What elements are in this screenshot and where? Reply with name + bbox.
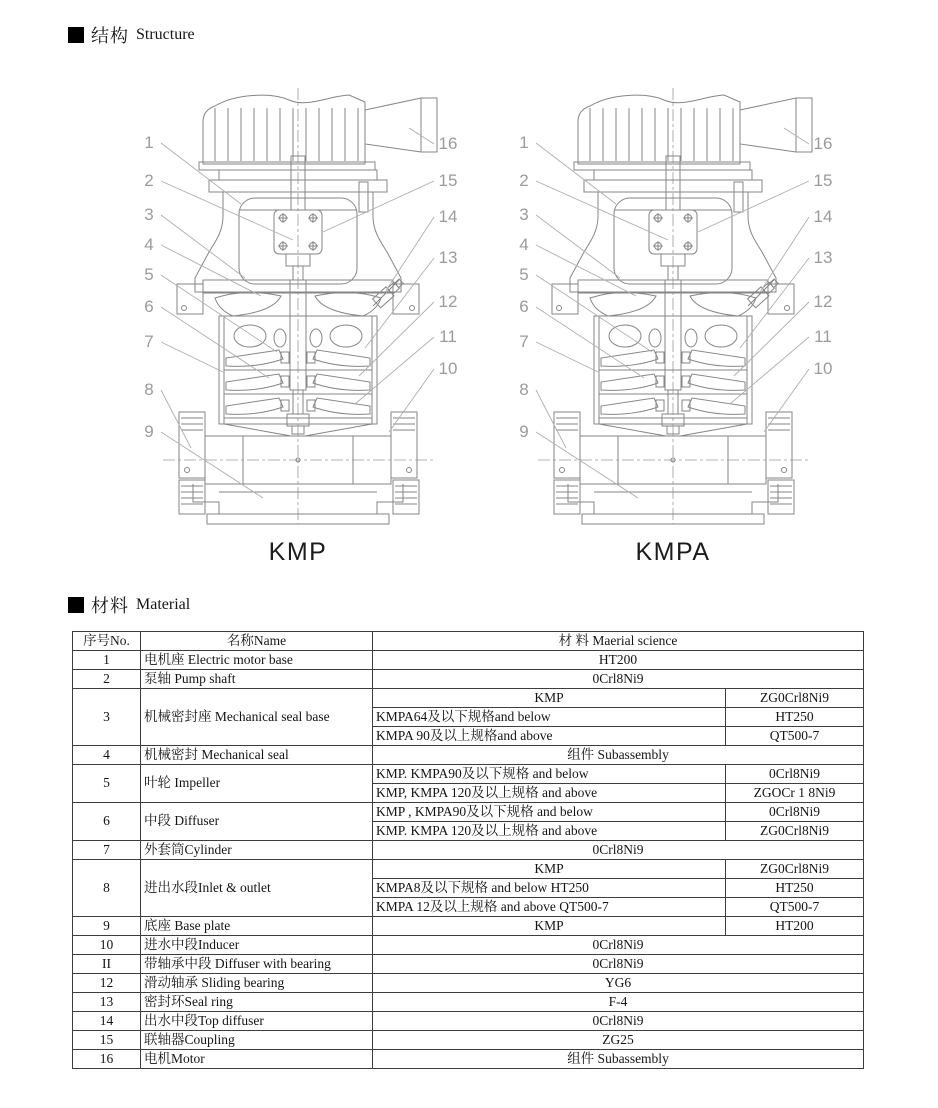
callout-number: 14 (813, 207, 833, 226)
callout-number: 7 (519, 332, 529, 351)
callout-number: 5 (144, 265, 154, 284)
table-row (73, 860, 864, 879)
material-value: HT200 (373, 651, 864, 670)
structure-title-en: Structure (136, 26, 195, 43)
row-name: 出水中段Top diffuser (141, 1012, 373, 1031)
material-value: 0Crl8Ni9 (373, 955, 864, 974)
callout-leader (760, 217, 809, 292)
row-no: 1 (73, 651, 141, 670)
callout-number: 13 (813, 248, 833, 267)
row-name: 带轴承中段 Diffuser with bearing (141, 955, 373, 974)
material-value: HT200 (726, 917, 864, 936)
callout-number: 11 (814, 327, 832, 346)
table-row (73, 670, 864, 689)
callout-leader (161, 143, 241, 204)
material-value: ZG0Crl8Ni9 (726, 689, 864, 708)
kmp-diagram (123, 82, 473, 567)
material-value: 0Crl8Ni9 (726, 765, 864, 784)
kmpa-caption: KMPA (635, 538, 711, 566)
material-value: QT500-7 (726, 898, 864, 917)
row-name: 外套筒Cylinder (141, 841, 373, 860)
callout-number: 1 (144, 133, 154, 152)
row-no: 2 (73, 670, 141, 689)
callout-leader (385, 217, 434, 292)
callout-number: 2 (519, 171, 529, 190)
material-section-header (68, 592, 190, 618)
callout-number: 3 (519, 205, 529, 224)
material-spec: KMPA8及以下规格 and below HT250 (373, 879, 726, 898)
callout-leader (161, 342, 223, 372)
callout-leader (359, 302, 434, 376)
row-name: 叶轮 Impeller (141, 765, 373, 803)
row-no: 6 (73, 803, 141, 841)
callout-leader (536, 390, 566, 448)
row-name: 密封环Seal ring (141, 993, 373, 1012)
material-table (72, 631, 864, 1069)
material-title-zh: 材料 (91, 596, 129, 616)
row-name: 滑动轴承 Sliding bearing (141, 974, 373, 993)
table-row (73, 1050, 864, 1069)
callout-number: 8 (144, 380, 154, 399)
material-value: 0Crl8Ni9 (373, 936, 864, 955)
pump-diagram-svg (498, 82, 848, 528)
callout-leader (536, 215, 620, 278)
material-value: 0Crl8Ni9 (373, 670, 864, 689)
material-value: ZG25 (373, 1031, 864, 1050)
callout-number: 7 (144, 332, 154, 351)
row-no: 3 (73, 689, 141, 746)
motor-fan-cover (574, 95, 812, 170)
callout-leader (161, 215, 245, 278)
material-value: 组件 Subassembly (373, 746, 864, 765)
callout-number: 12 (813, 292, 833, 311)
section-marker-icon (68, 27, 84, 43)
callout-leader (536, 143, 616, 204)
base-plate (179, 480, 419, 524)
material-title-en: Material (136, 596, 191, 613)
table-row (73, 974, 864, 993)
motor-fan-cover (199, 95, 437, 170)
col-header-no: 序号No. (73, 632, 141, 651)
material-value: ZG0Crl8Ni9 (726, 822, 864, 841)
callout-leader (323, 181, 434, 232)
row-no: 16 (73, 1050, 141, 1069)
material-value: 0Crl8Ni9 (373, 841, 864, 860)
row-name: 电机Motor (141, 1050, 373, 1069)
material-value: QT500-7 (726, 727, 864, 746)
row-name: 进水中段Inducer (141, 936, 373, 955)
callout-number: 10 (438, 359, 458, 378)
material-value: YG6 (373, 974, 864, 993)
material-value: 0Crl8Ni9 (373, 1012, 864, 1031)
row-name: 电机座 Electric motor base (141, 651, 373, 670)
callout-leader (698, 181, 809, 232)
material-spec: KMP (373, 689, 726, 708)
row-no: 9 (73, 917, 141, 936)
row-no: 8 (73, 860, 141, 917)
row-no: 5 (73, 765, 141, 803)
pump-diagram-svg (123, 82, 473, 528)
callout-leader (536, 342, 598, 372)
material-spec: KMP. KMPA 120及以上规格 and above (373, 822, 726, 841)
material-value: 0Crl8Ni9 (726, 803, 864, 822)
row-no: 12 (73, 974, 141, 993)
callout-number: 4 (144, 235, 154, 254)
table-row (73, 936, 864, 955)
material-value: 组件 Subassembly (373, 1050, 864, 1069)
table-row (73, 955, 864, 974)
callout-number: 15 (438, 171, 458, 190)
table-row (73, 746, 864, 765)
table-row (73, 689, 864, 708)
material-value: ZGOCr 1 8Ni9 (726, 784, 864, 803)
material-value: HT250 (726, 708, 864, 727)
table-row (73, 765, 864, 784)
table-row (73, 1031, 864, 1050)
row-no: 13 (73, 993, 141, 1012)
table-row (73, 841, 864, 860)
row-no: 7 (73, 841, 141, 860)
callout-number: 9 (144, 422, 154, 441)
row-name: 机械密封座 Mechanical seal base (141, 689, 373, 746)
row-name: 进出水段Inlet & outlet (141, 860, 373, 917)
callout-number: 2 (144, 171, 154, 190)
row-name: 联轴器Coupling (141, 1031, 373, 1050)
row-no: 14 (73, 1012, 141, 1031)
callout-number: 16 (813, 134, 833, 153)
table-row (73, 803, 864, 822)
callout-number: 5 (519, 265, 529, 284)
table-row (73, 993, 864, 1012)
callout-number: 9 (519, 422, 529, 441)
row-name: 底座 Base plate (141, 917, 373, 936)
section-marker-icon (68, 597, 84, 613)
callout-leader (536, 307, 644, 378)
callout-leader (536, 432, 638, 498)
callout-number: 6 (144, 297, 154, 316)
row-no: II (73, 955, 141, 974)
material-spec: KMP , KMPA90及以下规格 and below (373, 803, 726, 822)
material-spec: KMPA64及以下规格and below (373, 708, 726, 727)
callout-number: 8 (519, 380, 529, 399)
material-spec: KMP (373, 860, 726, 879)
callout-number: 1 (519, 133, 529, 152)
material-table-body (73, 651, 864, 1069)
callout-leader (389, 369, 434, 432)
material-spec: KMP. KMPA90及以下规格 and below (373, 765, 726, 784)
callout-number: 14 (438, 207, 458, 226)
material-value: ZG0Crl8Ni9 (726, 860, 864, 879)
callout-leader (734, 302, 809, 376)
row-name: 泵轴 Pump shaft (141, 670, 373, 689)
table-row (73, 1012, 864, 1031)
kmp-caption: KMP (268, 538, 328, 566)
material-spec: KMPA 90及以上规格and above (373, 727, 726, 746)
callout-number: 10 (813, 359, 833, 378)
callout-number: 3 (144, 205, 154, 224)
callout-number: 4 (519, 235, 529, 254)
structure-section-header (68, 22, 195, 48)
kmpa-diagram (498, 82, 848, 567)
callout-leader (764, 369, 809, 432)
callout-leader (161, 307, 269, 378)
callout-number: 16 (438, 134, 458, 153)
material-spec: KMP, KMPA 120及以上规格 and above (373, 784, 726, 803)
callout-number: 12 (438, 292, 458, 311)
col-header-name: 名称Name (141, 632, 373, 651)
row-name: 机械密封 Mechanical seal (141, 746, 373, 765)
kmp-drawing (123, 82, 473, 528)
table-row (73, 651, 864, 670)
material-value: HT250 (726, 879, 864, 898)
row-no: 15 (73, 1031, 141, 1050)
row-no: 4 (73, 746, 141, 765)
material-spec: KMP (373, 917, 726, 936)
structure-title-zh: 结构 (91, 26, 129, 46)
table-row (73, 917, 864, 936)
table-header-row (73, 632, 864, 651)
row-name: 中段 Diffuser (141, 803, 373, 841)
callout-number: 15 (813, 171, 833, 190)
kmpa-drawing (498, 82, 848, 528)
base-plate (554, 480, 794, 524)
callout-number: 6 (519, 297, 529, 316)
callout-leader (161, 390, 191, 448)
material-spec: KMPA 12及以上规格 and above QT500-7 (373, 898, 726, 917)
callouts (519, 128, 832, 498)
callouts (144, 128, 457, 498)
callout-number: 11 (439, 327, 457, 346)
material-value: F-4 (373, 993, 864, 1012)
row-no: 10 (73, 936, 141, 955)
callout-number: 13 (438, 248, 458, 267)
callout-leader (161, 432, 263, 498)
col-header-material: 材 料 Maerial science (373, 632, 864, 651)
